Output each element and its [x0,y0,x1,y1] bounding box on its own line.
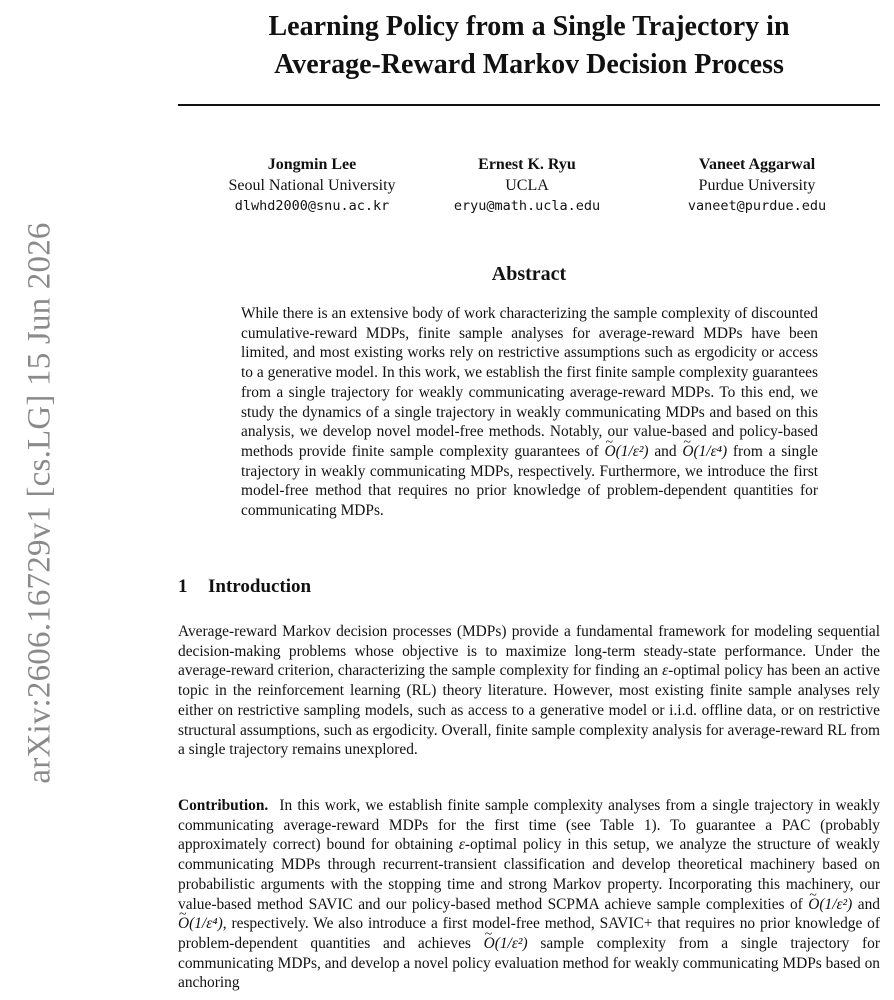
author-affiliation: UCLA [505,177,549,194]
author-block-aggarwal [688,154,826,217]
title-line-1: Learning Policy from a Single Trajectory in [268,11,790,42]
author-email[interactable]: dlwhd2000@snu.ac.kr [234,198,390,214]
contribution-paragraph: Contribution. In this work, we establish finite sample complexity analyses from a single trajectory in weakly communicating average-reward MDPs for the first time (see Table 1). To guarantee a PAC (probably approximately correct) bound for obtaining ε-optimal policy in this setup, we analyze the structure of weakly communicating MDPs through recurrent-transient classification and develop theoretical machinery based on probabilistic arguments with the stopping time and strong Markov property. Incorporating this machinery, our value-based method SAVIC and our policy-based method SCPMA achieve sample complexities of ~ O(1/ε²) and ~ O(1/ε⁴), respectively. We also introduce a first model-free method, SAVIC+ that requires no prior knowledge of problem-dependent quantities and achieves ~ O(1/ε²) sample complexity from a single trajectory for communicating MDPs, and develop a novel policy evaluation method for weakly communicating MDPs based on anchoring [178,796,880,993]
complexity-policy-based: ~ O(1/ε⁴) [682,442,727,462]
abstract-heading: Abstract [491,263,567,285]
author-name: Jongmin Lee [267,156,357,173]
epsilon-symbol: ε [458,836,465,854]
title-rule [178,104,880,106]
epsilon-symbol: ε [662,662,669,680]
complexity-savic: ~ O(1/ε²) [808,895,852,915]
title-line-2: Average-Reward Markov Decision Process [274,49,784,80]
author-affiliation: Seoul National University [228,177,396,194]
author-affiliation: Purdue University [698,177,816,194]
section-heading-introduction [178,576,311,598]
intro-paragraph: Average-reward Markov decision processes (MDPs) provide a fundamental framework for modeling sequential decision-making problems whose objective is to maximize long-term steady-state performance. Under the average-reward criterion, characterizing the sample complexity for finding an ε-optimal policy has been an active topic in the reinforcement learning (RL) theory literature. However, most existing finite sample analyses rely either on restrictive sampling models, such as access to a generative model or i.i.d. offline data, or on restrictive structural assumptions, such as ergodicity. Overall, finite sample complexity analysis for average-reward RL from a single trajectory remains unexplored. [178,623,880,759]
complexity-savic-plus: ~ O(1/ε²) [484,934,528,954]
author-block-ryu [454,154,600,217]
abstract-text: While there is an extensive body of work characterizing the sample complexity of discounted cumulative-reward MDPs, finite sample analyses for average-reward MDPs have been limited, and most existing works rely on restrictive assumptions such as ergodicity or access to a generative model. In this work, we establish the first finite sample complexity guarantees from a single trajectory for weakly communicating average-reward MDPs. To this end, we study the dynamics of a single trajectory in weakly communicating MDPs and based on this analysis, we develop novel model-free methods. Notably, our value-based and policy-based methods provide finite sample complexity guarantees of ~ O(1/ε²) and ~ O(1/ε⁴) from a single trajectory in weakly communicating MDPs, respectively. Furthermore, we introduce the first model-free method that requires no prior knowledge of problem-dependent quantities for communicating MDPs. [241,304,818,521]
complexity-scpma: ~ O(1/ε⁴) [178,914,223,934]
author-block-lee [228,154,395,217]
paper-title [178,8,880,84]
contribution-label: Contribution. [178,797,269,814]
author-email[interactable]: eryu@math.ucla.edu [453,198,601,214]
section-title: Introduction [208,576,312,597]
complexity-value-based: ~ O(1/ε²) [605,442,649,462]
author-name: Vaneet Aggarwal [698,156,816,173]
author-email[interactable]: vaneet@purdue.edu [687,198,827,214]
author-name: Ernest K. Ryu [478,156,576,173]
arxiv-identifier: arXiv:2606.16729v1 [cs.LG] 15 Jun 2026 [21,222,58,784]
section-number: 1 [178,576,188,597]
